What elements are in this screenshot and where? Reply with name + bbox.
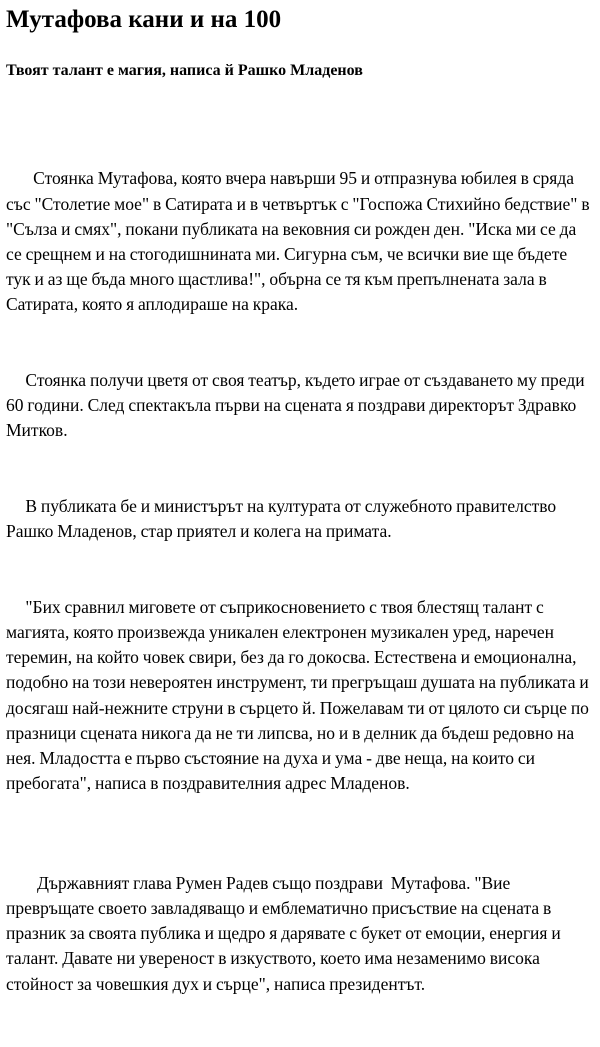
article-title: Мутафова кани и на 100: [6, 6, 282, 33]
paragraph: "Бих сравнил миговете от съприкосновението с твоя блестящ талант с магията, която произвежда уникален електронен музикален уред, наречен теремин, на който човек свири, без да го докосва. Естествена и емоционална, подобно на този невероятен инструмент, ти прегръщаш душата на публиката и досягаш най-нежните струни в сърцето й. Пожелавам ти от цялото си сърце по празници сцената никога да не ти липсва, но и в делник да бъдеш редовно на нея. Младостта е първо състояние на духа и ума - две неща, на които си пребогата", написа в поздравителния адрес Младенов.: [6, 596, 593, 794]
paragraph: В публиката бе и министърът на културата от служебното правителство Рашко Младенов, стар приятел и колега на примата.: [6, 495, 561, 542]
paragraph: Стоянка Мутафова, която вчера навърши 95 и отпразнува юбилея в сряда със "Столетие мое" в Сатирата и в четвъртък с "Госпожа Стихийно бедствие" в "Сълза и смях", покани публиката на вековния си рожден ден. "Иска ми се да се срещнем и на стогодишнината ми. Сигурна съм, че всички вие ще бъдете тук и аз ще бъда много щастлива!", обърна се тя към препълнената зала в Сатирата, която я аплодираше на крака.: [6, 168, 594, 315]
article-subtitle: Твоят талант е магия, написа й Рашко Младенов: [6, 61, 363, 79]
paragraph: Държавният глава Румен Радев също поздрави Мутафова. "Вие превръщате своето завладяващо и емблематично присъствие на сцената в празник за своята публика и щедро я дарявате с букет от емоции, енергия и талант. Давате ни увереност в изкуството, което има незаменимо висока стойност за човешкия дух и сърце", написа президентът.: [6, 872, 565, 994]
article-body: [6, 116, 592, 1047]
paragraph: Стоянка получи цветя от своя театър, където играе от създаването му преди 60 години. След спектакъла първи на сцената я поздрави директорът Здравко Митков.: [6, 369, 589, 441]
